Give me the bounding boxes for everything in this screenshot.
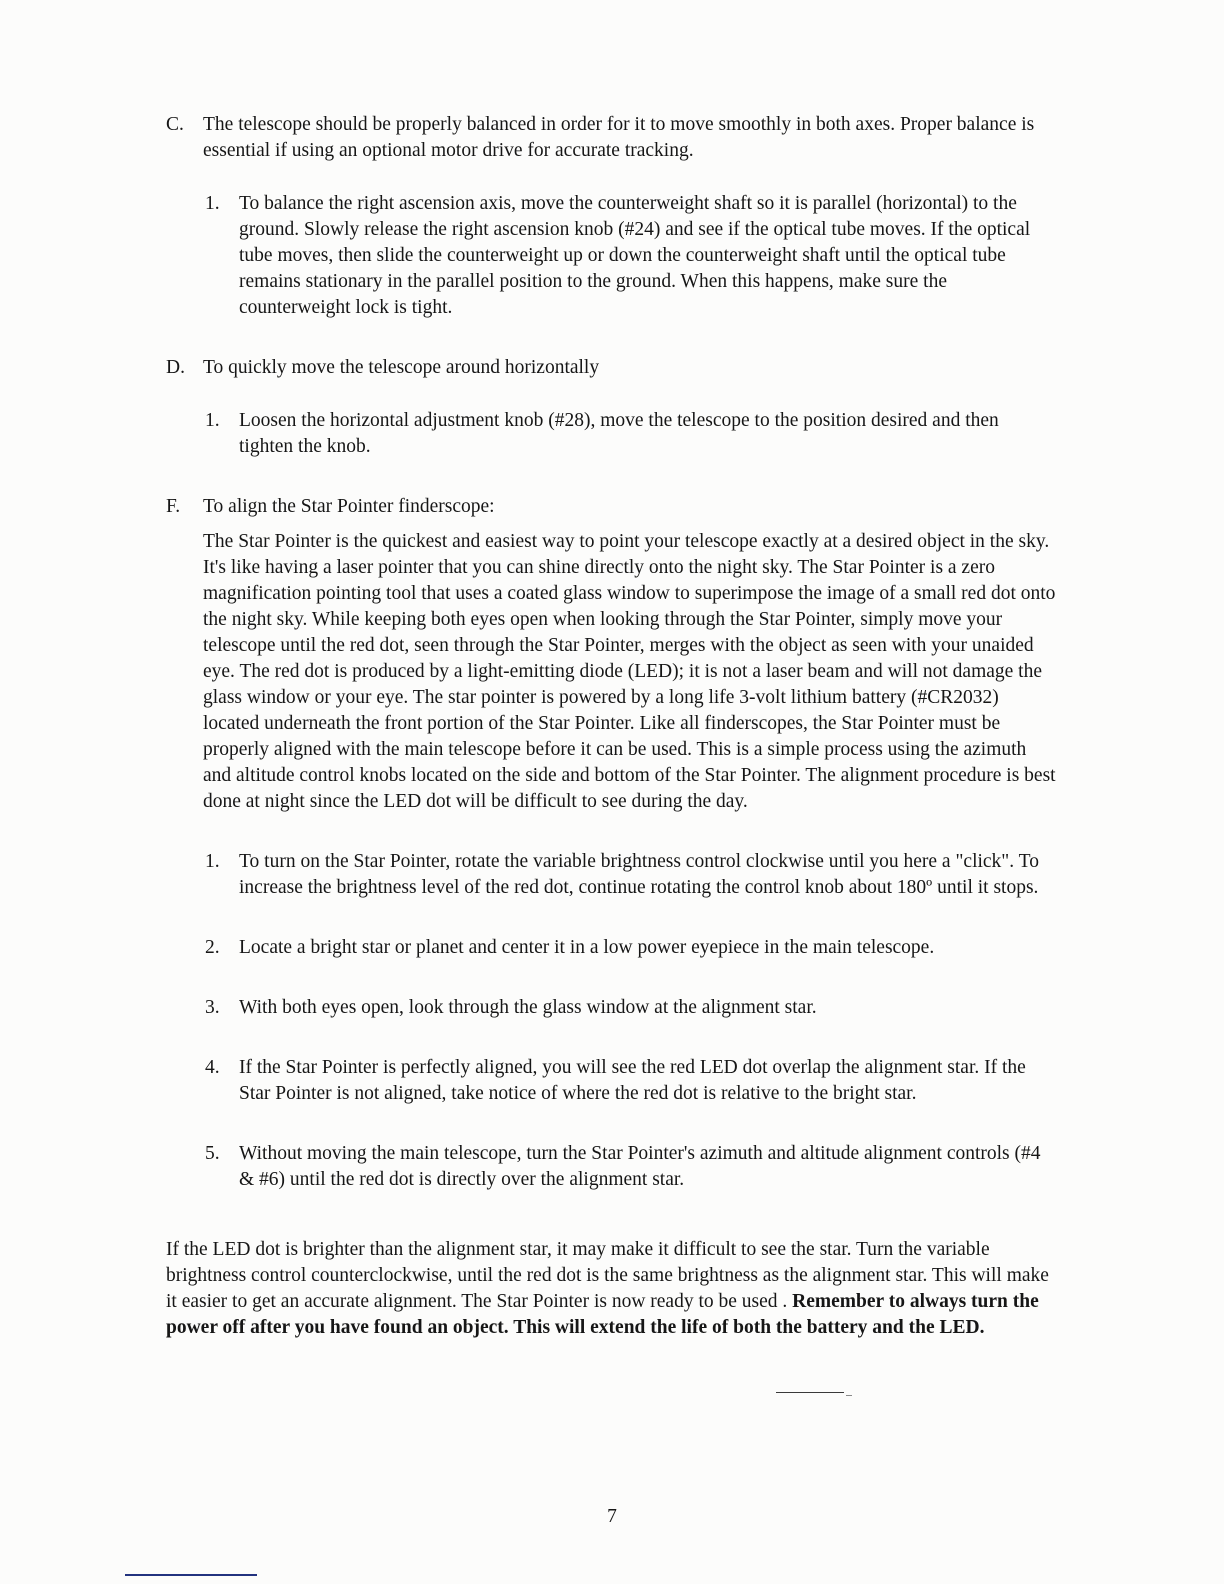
item-text: Locate a bright star or planet and center it in a low power eyepiece in the main telescope. — [239, 937, 935, 958]
section-f-text: To align the Star Pointer finderscope: — [203, 496, 495, 517]
divider-line — [776, 1392, 844, 1393]
section-c-heading — [166, 112, 1056, 164]
section-d — [166, 355, 1056, 460]
list-item — [205, 1055, 1056, 1107]
item-text: Without moving the main telescope, turn the Star Pointer's azimuth and altitude alignment controls (#4 & #6) until the red dot is directly over the alignment star. — [239, 1143, 1041, 1190]
section-f-heading — [166, 494, 1056, 520]
item-number: 2. — [205, 937, 220, 958]
section-d-text: To quickly move the telescope around horizontally — [203, 357, 600, 378]
item-number: 3. — [205, 997, 220, 1018]
section-letter: C. — [166, 114, 184, 135]
item-number: 5. — [205, 1143, 220, 1164]
item-text: To balance the right ascension axis, move the counterweight shaft so it is parallel (horizontal) to the ground. Slowly release the right ascension knob (#24) and see if the optical tube moves. If the optical tube moves, then slide the counterweight up or down the counterweight shaft until the optical tube remains stationary in the parallel position to the ground. When this happens, make sure the counterweight lock is tight. — [239, 193, 1031, 318]
section-f — [166, 494, 1056, 1193]
list-item — [205, 995, 1056, 1021]
item-text: With both eyes open, look through the glass window at the alignment star. — [239, 997, 817, 1018]
list-item — [205, 1141, 1056, 1193]
item-text: Loosen the horizontal adjustment knob (#28), move the telescope to the position desired and then tighten the knob. — [239, 410, 999, 457]
item-number: 1. — [205, 410, 220, 431]
section-letter: F. — [166, 496, 181, 517]
section-f-intro-paragraph: The Star Pointer is the quickest and easiest way to point your telescope exactly at a desired object in the sky. It's like having a laser pointer that you can shine directly onto the night sky. The Star Pointer is a zero magnification pointing tool that uses a coated glass window to superimpose the image of a small red dot onto the night sky. While keeping both eyes open when looking through the Star Pointer, simply move your telescope until the red dot, seen through the Star Pointer, merges with the object as seen with your unaided eye. The red dot is produced by a light-emitting diode (LED); it is not a laser beam and will not damage the glass window or your eye. The star pointer is powered by a long life 3-volt lithium battery (#CR2032) located underneath the front portion of the Star Pointer. Like all finderscopes, the Star Pointer must be properly aligned with the main telescope before it can be used. This is a simple process using the azimuth and altitude control knobs located on the side and bottom of the Star Pointer. The alignment procedure is best done at night since the LED dot will be difficult to see during the day. — [203, 531, 1056, 812]
item-text: If the Star Pointer is perfectly aligned, you will see the red LED dot overlap the alignment star. If the Star Pointer is not aligned, take notice of where the red dot is relative to the bright star. — [239, 1057, 1026, 1104]
section-d-heading — [166, 355, 1056, 381]
section-letter: D. — [166, 357, 185, 378]
item-number: 1. — [205, 193, 220, 214]
closing-text: If the LED dot is brighter than the alignment star, it may make it difficult to see the star. Turn the variable brightness control counterclockwise, until the red dot is the same brightness as the alignment star. This will make it easier to get an accurate alignment. The Star Pointer is now ready to be used . — [166, 1239, 1049, 1312]
footer-underline-mark — [125, 1574, 257, 1576]
list-item — [205, 849, 1056, 901]
section-c-text: The telescope should be properly balanced in order for it to move smoothly in both axes. Proper balance is essential if using an optional motor drive for accurate tracking. — [203, 114, 1035, 161]
list-item — [205, 935, 1056, 961]
list-item — [205, 408, 1056, 460]
item-number: 4. — [205, 1057, 220, 1078]
closing-bold-text: Remember to always turn the power off after you have found an object. This will extend the life of both the battery and the LED. — [166, 1291, 1039, 1338]
section-c — [166, 112, 1056, 321]
closing-paragraph — [166, 1237, 1056, 1341]
section-f-list — [166, 849, 1056, 1193]
item-number: 1. — [205, 851, 220, 872]
item-text: To turn on the Star Pointer, rotate the variable brightness control clockwise until you here a "click". To increase the brightness level of the red dot, continue rotating the control knob about 180º until it stops. — [239, 851, 1039, 898]
list-item — [205, 191, 1056, 321]
page-number: 7 — [607, 1506, 617, 1527]
